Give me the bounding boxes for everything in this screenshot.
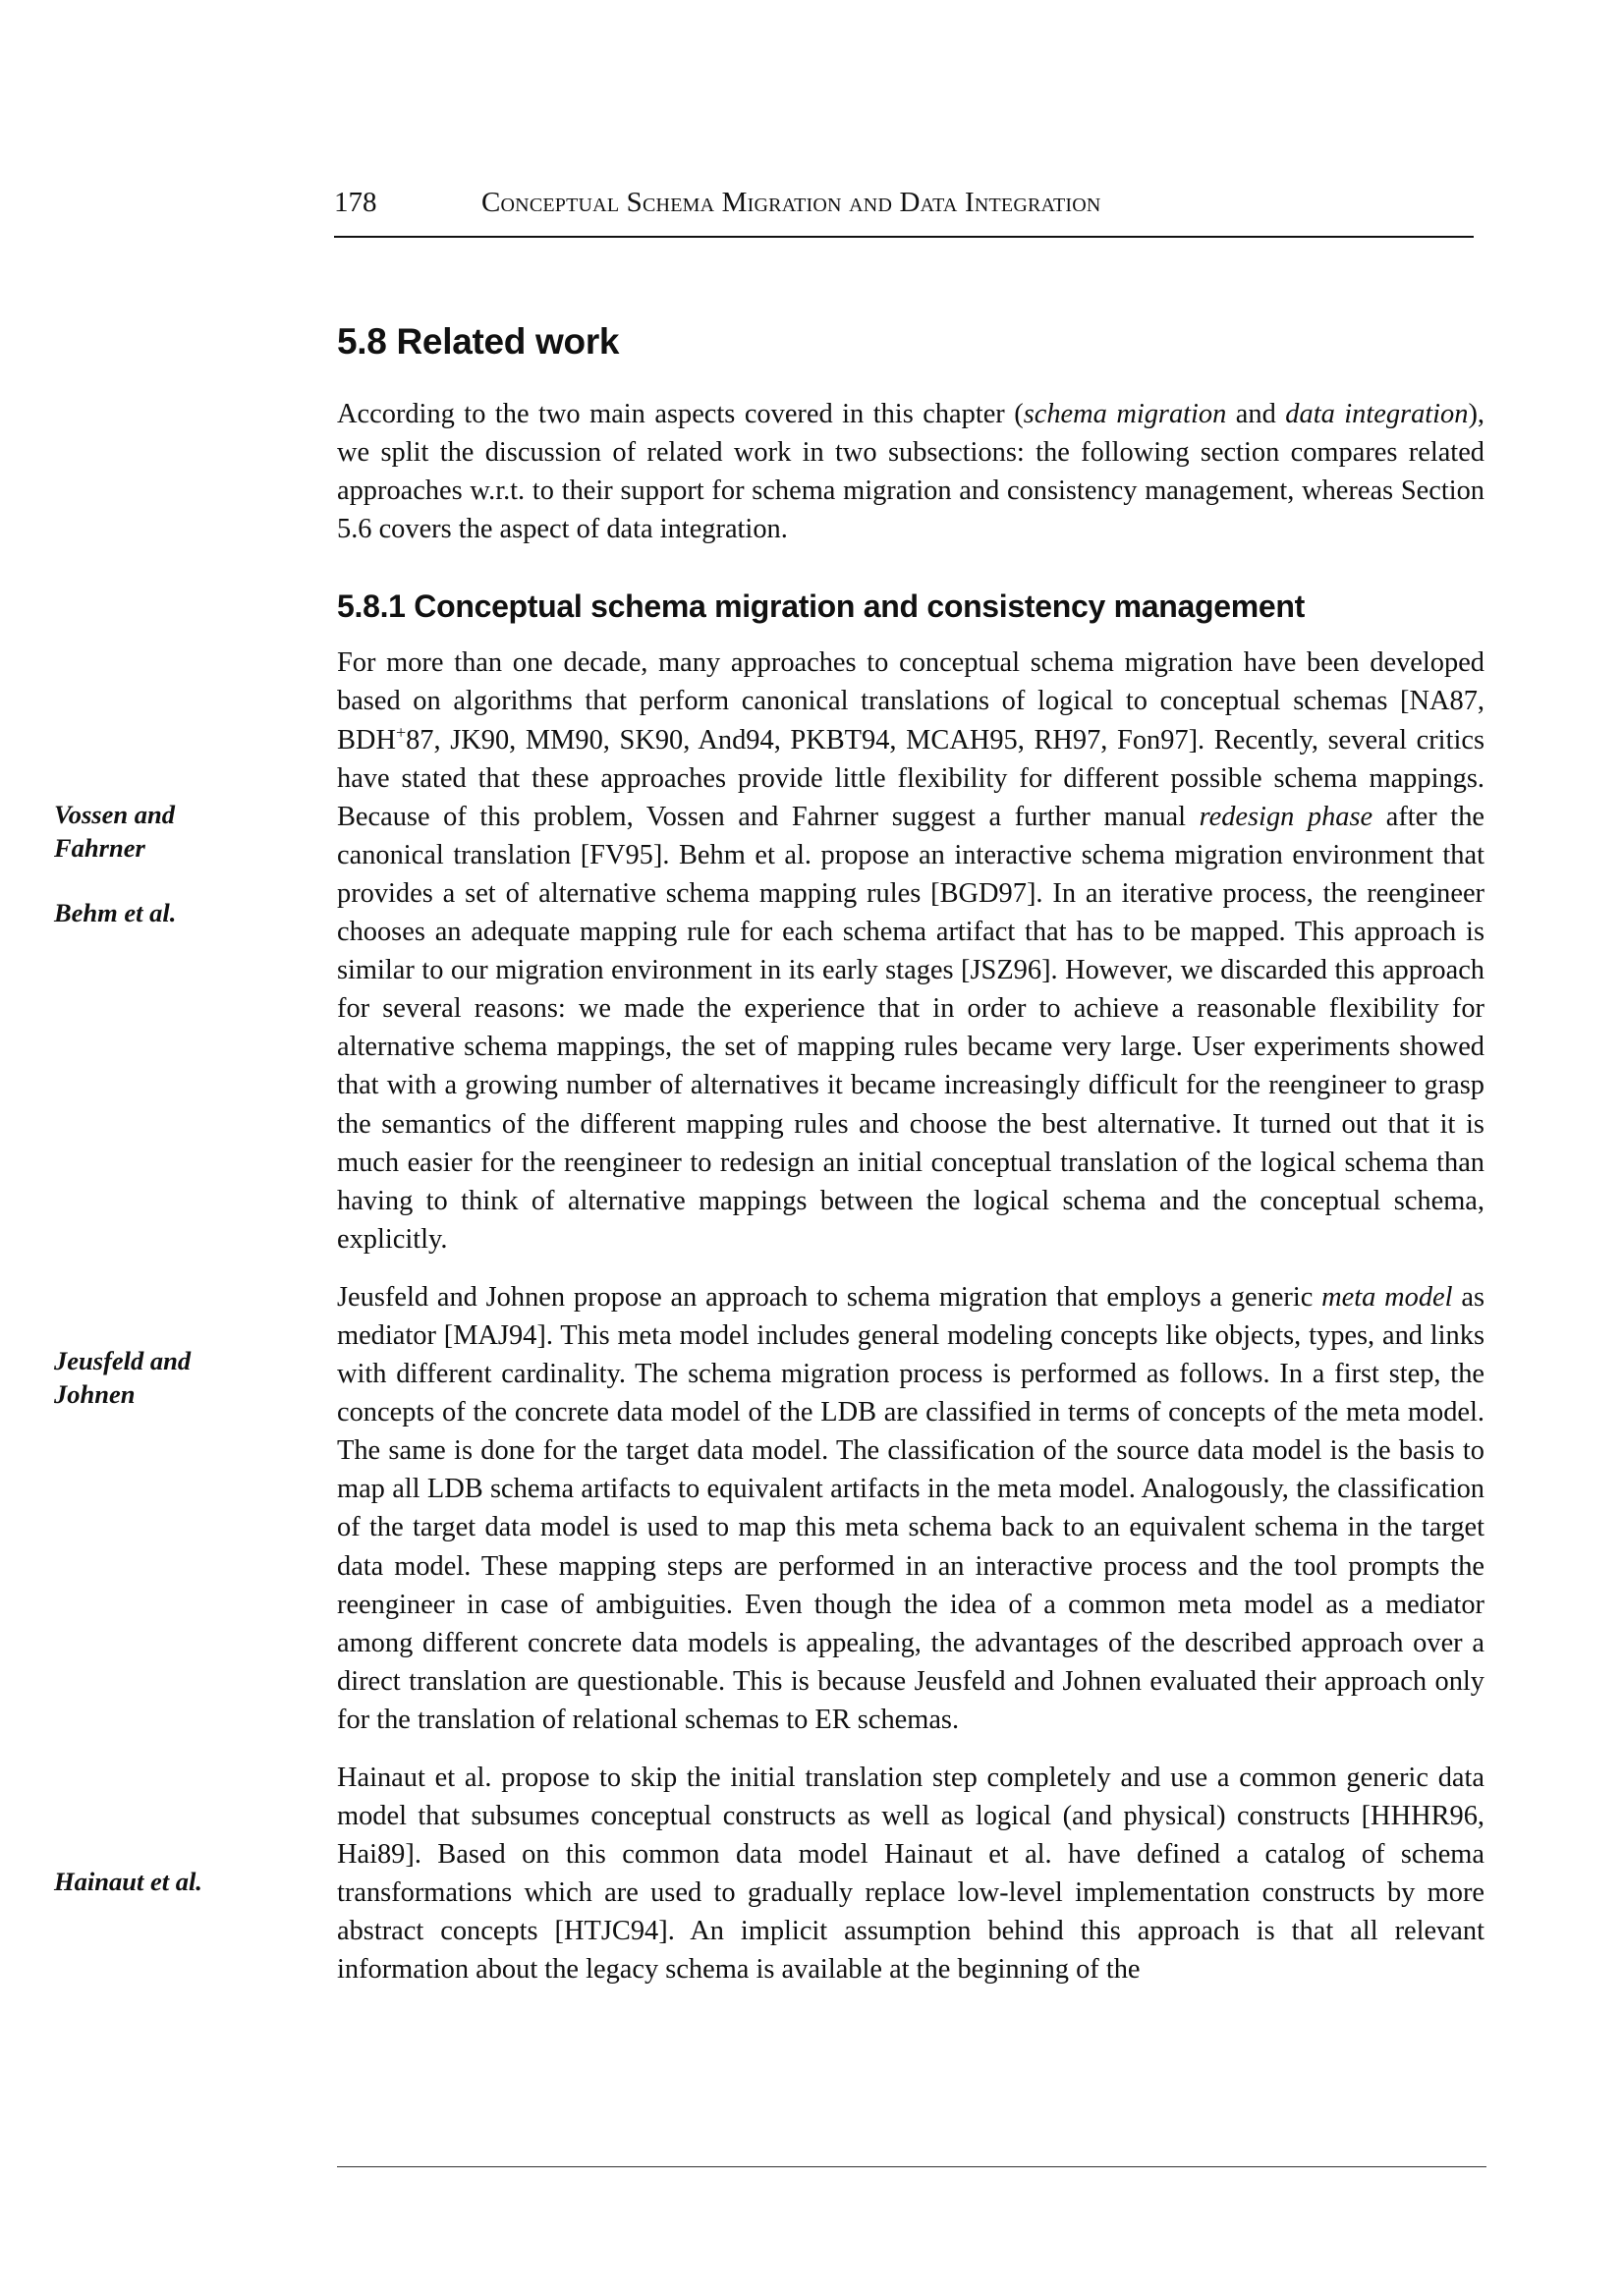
margin-note-hainaut: Hainaut et al.: [54, 1867, 202, 1896]
page-number: 178: [334, 187, 377, 218]
text-run: and: [1226, 399, 1286, 429]
paragraph-canonical-translation: [337, 644, 1484, 1259]
intro-paragraph: [337, 395, 1484, 548]
text-run: According to the two main aspects covered in this chapter (: [337, 399, 1024, 429]
margin-note-vossen-fahrner: Vossen and Fahrner: [54, 800, 175, 863]
subsection-heading: 5.8.1 Conceptual schema migration and consistency management: [337, 588, 1305, 625]
emphasis: data integration: [1285, 399, 1469, 429]
text-run: as mediator [MAJ94]. This meta model includes general modeling concepts like objects, types, and links with different cardinality. The schema migration process is performed as follows. In a first step, the concepts of the concrete data model of the LDB are classified in terms of concepts of the meta model. The same is done for the target data model. The classification of the source data model is the basis to map all LDB schema artifacts to equivalent artifacts in the meta model. Analogously, the classification of the target data model is used to map this meta schema back to an equivalent schema in the target data model. These mapping steps are performed in an interactive process and the tool prompts the reengineer in case of ambiguities. Even though the idea of a common meta model as a mediator among different concrete data models is appealing, the advantages of the described approach over a direct translation are questionable. This is because Jeusfeld and Johnen evaluated their approach only for the translation of relational schemas to ER schemas.: [337, 1281, 1485, 1735]
section-heading: 5.8 Related work: [337, 321, 620, 362]
emphasis: schema migration: [1023, 399, 1227, 429]
running-head: [334, 183, 1474, 238]
main-content: [337, 319, 1484, 2009]
text-run: after the canonical translation [FV95]. Behm et al. propose an interactive schema migration environment that provides a set of alternative schema mapping rules [BGD97]. In an iterative process, the reengineer chooses an adequate mapping rule for each schema artifact that has to be mapped. This approach is similar to our migration environment in its early stages [JSZ96]. However, we discarded this approach for several reasons: we made the experience that in order to achieve a reasonable flexibility for alternative schema mappings, the set of mapping rules became very large. User experiments showed that with a growing number of alternatives it became increasingly difficult for the reengineer to grasp the semantics of the different mapping rules and choose the best alternative. It turned out that it is much easier for the reengineer to redesign an initial conceptual translation of the logical schema than having to think of alternative mappings between the logical schema and the conceptual schema, explicitly.: [337, 801, 1484, 1255]
text-run: 87, JK90, MM90, SK90, And94, PKBT94, MCAH95, RH97, Fon97]. Recently, several critics have stated that these approaches provide little flexibility for different possible schema mappings. Because of this problem, Vossen and Fahrner suggest a further manual: [337, 724, 1484, 832]
text-run: For more than one decade, many approaches to conceptual schema migration have been developed based on algorithms that perform canonical translations of logical to conceptual schemas [NA87, BDH: [337, 647, 1484, 756]
running-title: Conceptual Schema Migration and Data Integration: [481, 187, 1101, 218]
footer-rule: [337, 2166, 1486, 2167]
text-run: ), we split the discussion of related work in two subsections: the following section compares related approaches w.r.t. to their support for schema migration and consistency management, whereas Section 5.6 covers the aspect of data integration.: [337, 399, 1484, 545]
emphasis: redesign phase: [1199, 801, 1373, 832]
text-run: Jeusfeld and Johnen propose an approach to schema migration that employs a generic: [337, 1281, 1322, 1313]
superscript: +: [395, 722, 407, 743]
paragraph-hainaut: Hainaut et al. propose to skip the initial translation step completely and use a common generic data model that subsumes conceptual constructs as well as logical (and physical) constructs [HHHR96, Hai89]. Based on this common data model Hainaut et al. have defined a catalog of schema transformations which are used to gradually replace low-level implementation constructs by more abstract concepts [HTJC94]. An implicit assumption behind this approach is that all relevant information about the legacy schema is available at the beginning of the: [337, 1763, 1484, 1986]
margin-note-behm: Behm et al.: [54, 898, 177, 927]
emphasis: meta model: [1321, 1281, 1453, 1313]
paragraph-jeusfeld-johnen: [337, 1278, 1484, 1739]
margin-note-jeusfeld-johnen: Jeusfeld and Johnen: [54, 1346, 192, 1409]
